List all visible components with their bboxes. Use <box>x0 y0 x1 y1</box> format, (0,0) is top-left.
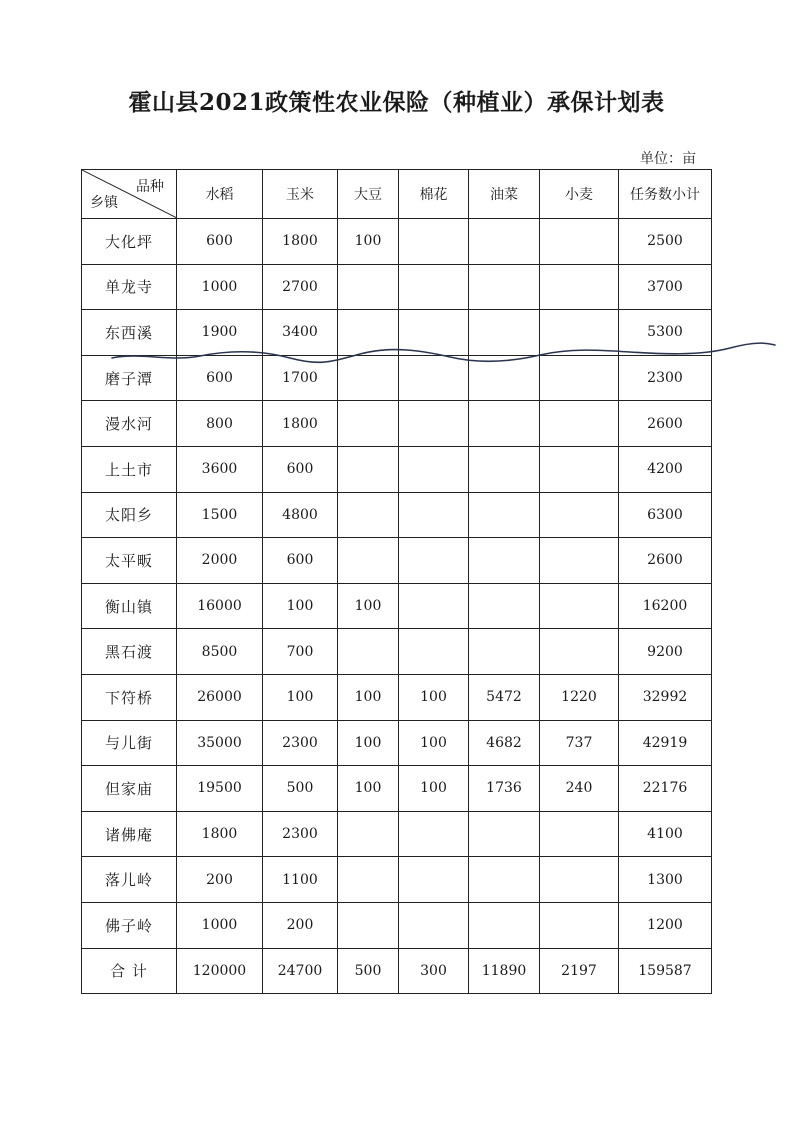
township-name: 太平畈 <box>82 538 177 584</box>
subtotal-cell: 32992 <box>619 674 712 720</box>
table-row <box>82 811 712 857</box>
value-cell: 600 <box>177 355 263 401</box>
value-cell: 300 <box>399 948 469 994</box>
value-cell <box>469 583 540 629</box>
value-cell <box>338 446 399 492</box>
value-cell <box>540 446 619 492</box>
value-cell: 3600 <box>177 446 263 492</box>
township-header: 乡镇 <box>90 195 118 211</box>
township-name: 漫水河 <box>82 401 177 447</box>
township-name: 大化坪 <box>82 219 177 265</box>
value-cell: 1800 <box>263 219 338 265</box>
value-cell: 35000 <box>177 720 263 766</box>
value-cell <box>399 857 469 903</box>
value-cell: 19500 <box>177 766 263 812</box>
column-header: 水稻 <box>177 170 263 219</box>
value-cell <box>540 902 619 948</box>
subtotal-cell: 3700 <box>619 264 712 310</box>
table-row <box>82 583 712 629</box>
table-row <box>82 857 712 903</box>
township-name: 东西溪 <box>82 310 177 356</box>
value-cell: 500 <box>338 948 399 994</box>
value-cell: 2197 <box>540 948 619 994</box>
subtotal-cell: 2500 <box>619 219 712 265</box>
subtotal-cell: 2300 <box>619 355 712 401</box>
value-cell <box>338 629 399 675</box>
table-row <box>82 310 712 356</box>
value-cell: 1000 <box>177 264 263 310</box>
value-cell <box>540 492 619 538</box>
value-cell <box>399 583 469 629</box>
township-name: 上土市 <box>82 446 177 492</box>
value-cell <box>469 629 540 675</box>
value-cell <box>540 401 619 447</box>
township-name: 衡山镇 <box>82 583 177 629</box>
value-cell: 600 <box>263 446 338 492</box>
value-cell <box>399 310 469 356</box>
township-name: 诸佛庵 <box>82 811 177 857</box>
value-cell: 120000 <box>177 948 263 994</box>
value-cell <box>540 310 619 356</box>
value-cell: 2300 <box>263 811 338 857</box>
value-cell <box>540 811 619 857</box>
value-cell <box>338 401 399 447</box>
value-cell: 2300 <box>263 720 338 766</box>
column-header: 玉米 <box>263 170 338 219</box>
subtotal-cell: 5300 <box>619 310 712 356</box>
table-row <box>82 720 712 766</box>
value-cell <box>540 538 619 584</box>
value-cell <box>399 219 469 265</box>
value-cell <box>469 219 540 265</box>
value-cell <box>338 264 399 310</box>
table-row <box>82 219 712 265</box>
value-cell <box>399 492 469 538</box>
table-row <box>82 401 712 447</box>
value-cell <box>399 264 469 310</box>
subtotal-cell: 4100 <box>619 811 712 857</box>
subtotal-cell: 4200 <box>619 446 712 492</box>
value-cell <box>540 629 619 675</box>
value-cell: 200 <box>263 902 338 948</box>
subtotal-cell: 1300 <box>619 857 712 903</box>
value-cell <box>399 629 469 675</box>
value-cell <box>399 355 469 401</box>
subtotal-cell: 22176 <box>619 766 712 812</box>
value-cell <box>338 355 399 401</box>
value-cell <box>469 446 540 492</box>
subtotal-cell: 16200 <box>619 583 712 629</box>
value-cell: 100 <box>399 766 469 812</box>
unit-label: 单位：亩 <box>640 151 696 167</box>
value-cell: 800 <box>177 401 263 447</box>
subtotal-cell: 2600 <box>619 538 712 584</box>
value-cell: 1500 <box>177 492 263 538</box>
insurance-plan-table <box>81 169 712 994</box>
table-row <box>82 355 712 401</box>
township-name: 磨子潭 <box>82 355 177 401</box>
value-cell <box>469 264 540 310</box>
value-cell: 100 <box>338 766 399 812</box>
value-cell: 1736 <box>469 766 540 812</box>
value-cell: 100 <box>263 674 338 720</box>
value-cell <box>338 902 399 948</box>
township-name: 单龙寺 <box>82 264 177 310</box>
value-cell <box>469 355 540 401</box>
column-header: 大豆 <box>338 170 399 219</box>
value-cell <box>540 857 619 903</box>
value-cell: 1800 <box>177 811 263 857</box>
value-cell: 26000 <box>177 674 263 720</box>
value-cell: 4682 <box>469 720 540 766</box>
value-cell: 240 <box>540 766 619 812</box>
township-name: 但家庙 <box>82 766 177 812</box>
value-cell: 100 <box>399 720 469 766</box>
value-cell: 100 <box>338 720 399 766</box>
value-cell: 1900 <box>177 310 263 356</box>
column-header: 油菜 <box>469 170 540 219</box>
table-row <box>82 446 712 492</box>
page-title: 霍山县2021政策性农业保险（种植业）承保计划表 <box>128 89 665 116</box>
value-cell: 1000 <box>177 902 263 948</box>
value-cell: 5472 <box>469 674 540 720</box>
header-row <box>82 170 712 219</box>
variety-header: 品种 <box>136 179 164 195</box>
value-cell: 100 <box>263 583 338 629</box>
value-cell <box>338 310 399 356</box>
township-name: 黑石渡 <box>82 629 177 675</box>
value-cell: 1700 <box>263 355 338 401</box>
value-cell <box>469 401 540 447</box>
value-cell: 24700 <box>263 948 338 994</box>
value-cell <box>338 538 399 584</box>
township-name: 太阳乡 <box>82 492 177 538</box>
value-cell: 8500 <box>177 629 263 675</box>
column-header: 任务数小计 <box>619 170 712 219</box>
subtotal-cell: 2600 <box>619 401 712 447</box>
value-cell <box>469 857 540 903</box>
township-name: 佛子岭 <box>82 902 177 948</box>
total-row <box>82 948 712 994</box>
table-row <box>82 264 712 310</box>
corner-header-cell <box>82 170 177 219</box>
value-cell <box>399 902 469 948</box>
value-cell: 2700 <box>263 264 338 310</box>
value-cell <box>338 857 399 903</box>
value-cell: 600 <box>263 538 338 584</box>
value-cell <box>338 492 399 538</box>
subtotal-cell: 9200 <box>619 629 712 675</box>
value-cell: 100 <box>399 674 469 720</box>
value-cell <box>469 811 540 857</box>
value-cell: 11890 <box>469 948 540 994</box>
township-name: 与儿街 <box>82 720 177 766</box>
value-cell <box>399 811 469 857</box>
table-row <box>82 902 712 948</box>
value-cell <box>469 902 540 948</box>
value-cell: 100 <box>338 674 399 720</box>
subtotal-cell: 1200 <box>619 902 712 948</box>
value-cell: 4800 <box>263 492 338 538</box>
value-cell <box>469 538 540 584</box>
value-cell: 1800 <box>263 401 338 447</box>
value-cell: 100 <box>338 583 399 629</box>
value-cell: 3400 <box>263 310 338 356</box>
column-header: 棉花 <box>399 170 469 219</box>
value-cell <box>399 446 469 492</box>
value-cell: 700 <box>263 629 338 675</box>
table-row <box>82 492 712 538</box>
value-cell: 737 <box>540 720 619 766</box>
table-row <box>82 674 712 720</box>
table-row <box>82 766 712 812</box>
column-header: 小麦 <box>540 170 619 219</box>
value-cell: 600 <box>177 219 263 265</box>
township-name: 下符桥 <box>82 674 177 720</box>
value-cell <box>399 538 469 584</box>
value-cell <box>338 811 399 857</box>
value-cell <box>399 401 469 447</box>
value-cell <box>540 264 619 310</box>
value-cell <box>469 310 540 356</box>
total-label: 合 计 <box>82 948 177 994</box>
value-cell <box>540 219 619 265</box>
value-cell <box>469 492 540 538</box>
value-cell: 1220 <box>540 674 619 720</box>
value-cell: 200 <box>177 857 263 903</box>
value-cell <box>540 583 619 629</box>
value-cell: 16000 <box>177 583 263 629</box>
table-row <box>82 538 712 584</box>
value-cell <box>540 355 619 401</box>
township-name: 落儿岭 <box>82 857 177 903</box>
table-row <box>82 629 712 675</box>
subtotal-cell: 6300 <box>619 492 712 538</box>
value-cell: 1100 <box>263 857 338 903</box>
value-cell: 100 <box>338 219 399 265</box>
subtotal-cell: 159587 <box>619 948 712 994</box>
value-cell: 2000 <box>177 538 263 584</box>
subtotal-cell: 42919 <box>619 720 712 766</box>
value-cell: 500 <box>263 766 338 812</box>
